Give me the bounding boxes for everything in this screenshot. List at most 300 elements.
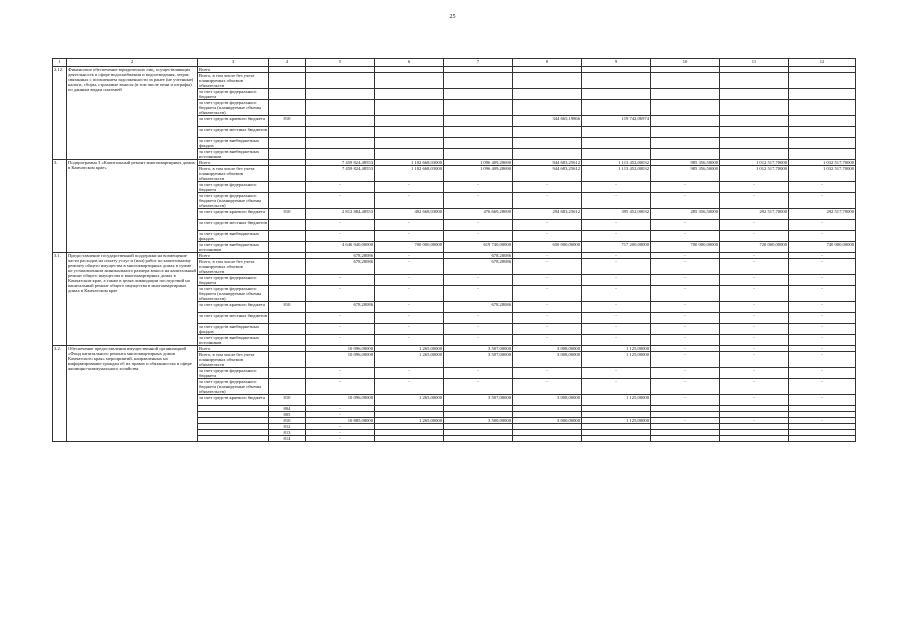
amount-cell: - — [582, 182, 651, 193]
amount-cell: 1 102 668,03000 — [375, 166, 444, 182]
amount-cell: - — [306, 275, 375, 286]
budget-code — [269, 324, 306, 335]
amount-cell — [789, 149, 856, 160]
amount-cell: - — [306, 436, 375, 442]
amount-cell: - — [513, 275, 582, 286]
amount-cell — [789, 116, 856, 127]
amount-cell: - — [306, 335, 375, 346]
amount-cell: - — [306, 324, 375, 335]
amount-cell — [513, 100, 582, 116]
amount-cell: - — [513, 253, 582, 259]
budget-code: 812 — [269, 424, 306, 430]
amount-cell: - — [720, 368, 789, 379]
header-cell-1: 1 — [53, 59, 67, 67]
amount-cell — [375, 127, 444, 138]
amount-cell: - — [513, 286, 582, 302]
section-title: Обеспечение предоставления имущественной организацией «Фонд капитального ремонта многоквартирных домов Камчатского края» мероприятий, направленных на информирование граждан об их правах и обязанностях в сфере жилищно-коммунального хозяйства — [67, 346, 198, 442]
amount-cell: - — [513, 324, 582, 335]
amount-cell: - — [306, 193, 375, 209]
amount-cell: - — [789, 418, 856, 424]
section-number: 3.2. — [53, 346, 67, 442]
amount-cell: - — [651, 253, 720, 259]
funding-source: за счет средств местных бюджетов — [198, 313, 269, 324]
amount-cell: - — [375, 253, 444, 259]
amount-cell: - — [306, 286, 375, 302]
amount-cell: - — [444, 324, 513, 335]
amount-cell — [582, 73, 651, 89]
amount-cell: - — [306, 379, 375, 395]
amount-cell: 10 096,00000 — [306, 352, 375, 368]
header-cell-8: 8 — [513, 59, 582, 67]
amount-cell: 10 885,00000 — [306, 418, 375, 424]
amount-cell: - — [789, 231, 856, 242]
amount-cell: - — [582, 379, 651, 395]
amount-cell: - — [375, 231, 444, 242]
amount-cell — [513, 127, 582, 138]
funding-source: за счет средств внебюджетных фондов — [198, 231, 269, 242]
budget-code — [269, 182, 306, 193]
amount-cell — [789, 89, 856, 100]
amount-cell: - — [789, 368, 856, 379]
amount-cell — [513, 89, 582, 100]
amount-cell: - — [720, 182, 789, 193]
funding-source: за счет средств краевого бюджета — [198, 209, 269, 220]
amount-cell: - — [375, 313, 444, 324]
amount-cell — [444, 138, 513, 149]
amount-cell: - — [789, 193, 856, 209]
amount-cell: - — [720, 302, 789, 313]
amount-cell: - — [651, 418, 720, 424]
amount-cell — [720, 73, 789, 89]
amount-cell: 1 102 668,03000 — [375, 160, 444, 166]
funding-source: за счет средств федерального бюджета (планируемые объемы обязательств) — [198, 100, 269, 116]
funding-source: за счет средств федерального бюджета — [198, 89, 269, 100]
amount-cell: - — [306, 182, 375, 193]
amount-cell: - — [375, 220, 444, 231]
amount-cell: - — [720, 346, 789, 352]
header-cell-5: 5 — [306, 59, 375, 67]
amount-cell: - — [513, 193, 582, 209]
amount-cell: 1 096 409,28690 — [444, 160, 513, 166]
budget-code — [269, 352, 306, 368]
budget-code — [269, 73, 306, 89]
funding-source: за счет средств краевого бюджета — [198, 116, 269, 127]
budget-code — [269, 335, 306, 346]
section-title: Предоставление государственной поддержки на возмещение части расходов на оплату услуг и (или) работ по капитальному ремонту общего имущества в многоквартирных домах в сумме не установленном минимального размера взноса на капитальный ремонт общего имущества в многоквартирных домах в Камчатском крае, а также в целях ликвидации последствий на капитальный ремонт общего имущества в многоквартирных домах в Камчатском крае — [67, 253, 198, 346]
amount-cell: 985 356,50000 — [651, 160, 720, 166]
amount-cell: 1 032 517,70000 — [789, 160, 856, 166]
amount-cell — [444, 116, 513, 127]
amount-cell — [720, 89, 789, 100]
amount-cell: - — [789, 220, 856, 231]
amount-cell: 7 459 824,48553 — [306, 166, 375, 182]
amount-cell: - — [444, 368, 513, 379]
amount-cell: - — [789, 335, 856, 346]
amount-cell: 1 125,00000 — [582, 346, 651, 352]
funding-source: за счет средств внебюджетных источников — [198, 335, 269, 346]
amount-cell — [789, 100, 856, 116]
amount-cell: 944 683,25612 — [513, 166, 582, 182]
amount-cell: - — [582, 313, 651, 324]
amount-cell: 1 113 452,00032 — [582, 160, 651, 166]
amount-cell: - — [513, 368, 582, 379]
budget-code: 810 — [269, 418, 306, 424]
amount-cell: - — [720, 395, 789, 406]
amount-cell: - — [720, 259, 789, 275]
amount-cell: 1 125,00000 — [582, 352, 651, 368]
amount-cell: - — [582, 253, 651, 259]
amount-cell: - — [651, 379, 720, 395]
amount-cell: - — [720, 335, 789, 346]
funding-source: за счет средств внебюджетных источников — [198, 149, 269, 160]
amount-cell: - — [582, 275, 651, 286]
amount-cell: - — [651, 231, 720, 242]
amount-cell: 1 012 517,70000 — [720, 160, 789, 166]
budget-code: 813 — [269, 430, 306, 436]
amount-cell: - — [375, 193, 444, 209]
amount-cell — [720, 436, 789, 442]
amount-cell: - — [375, 379, 444, 395]
header-cell-7: 7 — [444, 59, 513, 67]
amount-cell: 344 665,19866 — [513, 116, 582, 127]
amount-cell — [306, 149, 375, 160]
amount-cell — [720, 127, 789, 138]
amount-cell: - — [789, 313, 856, 324]
amount-cell — [444, 89, 513, 100]
funding-source: Всего — [198, 346, 269, 352]
amount-cell: - — [651, 275, 720, 286]
amount-cell — [375, 116, 444, 127]
amount-cell: - — [789, 275, 856, 286]
amount-cell — [582, 436, 651, 442]
amount-cell — [444, 149, 513, 160]
amount-cell — [306, 89, 375, 100]
budget-code: 810 — [269, 116, 306, 127]
amount-cell: 3 507,00000 — [444, 346, 513, 352]
funding-source: Всего — [198, 253, 269, 259]
amount-cell: - — [513, 259, 582, 275]
amount-cell: 985 356,50000 — [651, 166, 720, 182]
amount-cell: 678,28086 — [444, 253, 513, 259]
budget-code — [269, 220, 306, 231]
budget-code — [269, 275, 306, 286]
amount-cell: - — [789, 346, 856, 352]
amount-cell: - — [513, 302, 582, 313]
amount-cell: - — [651, 259, 720, 275]
amount-cell: - — [513, 220, 582, 231]
amount-cell: 717 200,00000 — [582, 242, 651, 253]
funding-source: Всего, в том числе без учета планируемых объемов обязательств — [198, 352, 269, 368]
funding-source: за счет средств краевого бюджета — [198, 395, 269, 406]
funding-source: за счет средств внебюджетных фондов — [198, 324, 269, 335]
amount-cell: 1 032 517,70000 — [789, 166, 856, 182]
amount-cell: 10 096,00000 — [306, 346, 375, 352]
amount-cell: 740 000,00000 — [789, 242, 856, 253]
amount-cell — [375, 89, 444, 100]
budget-code — [269, 286, 306, 302]
section-title: Финансовое обеспечение юридических лиц, осуществляющих деятельность в сфере водоснабжения и водоотведения, затрат, связанных с погашением задолженности за ранее (не учтенные) налоги, сборы, страховые взносы (в том числе пени и штрафы) по данным видам платежей — [67, 67, 198, 160]
amount-cell: - — [651, 220, 720, 231]
amount-cell: 1 113 452,00032 — [582, 166, 651, 182]
amount-cell: 3 507,00000 — [444, 395, 513, 406]
amount-cell: - — [789, 253, 856, 259]
funding-source: за счет средств федерального бюджета (планируемые объемы обязательств) — [198, 379, 269, 395]
amount-cell — [375, 149, 444, 160]
amount-cell: 678,28086 — [306, 253, 375, 259]
amount-cell: - — [651, 346, 720, 352]
amount-cell: - — [789, 395, 856, 406]
amount-cell: 1 265,00000 — [375, 346, 444, 352]
amount-cell — [306, 138, 375, 149]
amount-cell: - — [444, 231, 513, 242]
amount-cell: - — [582, 193, 651, 209]
amount-cell — [582, 89, 651, 100]
amount-cell — [720, 100, 789, 116]
amount-cell: - — [375, 286, 444, 302]
amount-cell: - — [375, 324, 444, 335]
amount-cell — [651, 100, 720, 116]
budget-code: 810 — [269, 395, 306, 406]
amount-cell: - — [444, 275, 513, 286]
amount-cell — [789, 436, 856, 442]
funding-source: Всего, в том числе без учета планируемых объемов обязательств — [198, 166, 269, 182]
budget-code — [269, 149, 306, 160]
amount-cell: - — [720, 253, 789, 259]
amount-cell: 1 125,00000 — [582, 395, 651, 406]
amount-cell — [513, 73, 582, 89]
amount-cell: - — [789, 352, 856, 368]
amount-cell: 944 683,25612 — [513, 160, 582, 166]
header-cell-9: 9 — [582, 59, 651, 67]
budget-code: 814 — [269, 436, 306, 442]
amount-cell: - — [789, 324, 856, 335]
amount-cell: - — [720, 379, 789, 395]
header-cell-3: 3 — [198, 59, 269, 67]
header-cell-4: 4 — [269, 59, 306, 67]
amount-cell: - — [789, 302, 856, 313]
amount-cell: 3 000,00000 — [513, 418, 582, 424]
amount-cell — [582, 149, 651, 160]
funding-source: Всего, в том числе без учета планируемых объемов обязательств — [198, 73, 269, 89]
amount-cell: 3 500,00000 — [444, 418, 513, 424]
amount-cell: 285 356,50000 — [651, 209, 720, 220]
budget-code: 810 — [269, 209, 306, 220]
budget-code — [269, 127, 306, 138]
funding-source: за счет средств федерального бюджета — [198, 275, 269, 286]
amount-cell: - — [513, 231, 582, 242]
amount-cell: 678,28086 — [306, 302, 375, 313]
funding-source: за счет средств федерального бюджета (планируемые объемы обязательств) — [198, 193, 269, 209]
budget-code — [269, 231, 306, 242]
amount-cell: - — [306, 430, 375, 436]
funding-source: Всего — [198, 67, 269, 73]
amount-cell: - — [375, 182, 444, 193]
amount-cell: 10 096,00000 — [306, 395, 375, 406]
amount-cell — [789, 73, 856, 89]
amount-cell: - — [651, 395, 720, 406]
amount-cell: - — [444, 286, 513, 302]
amount-cell: - — [582, 324, 651, 335]
amount-cell: 402 668,03000 — [375, 209, 444, 220]
amount-cell — [375, 138, 444, 149]
amount-cell: 678,28086 — [306, 259, 375, 275]
budget-table — [52, 58, 856, 442]
amount-cell: - — [582, 368, 651, 379]
amount-cell — [306, 127, 375, 138]
amount-cell: - — [720, 324, 789, 335]
amount-cell: 292 517,70000 — [720, 209, 789, 220]
amount-cell: - — [306, 313, 375, 324]
amount-cell: - — [720, 220, 789, 231]
amount-cell: - — [444, 335, 513, 346]
amount-cell: - — [651, 313, 720, 324]
amount-cell: - — [651, 335, 720, 346]
amount-cell — [720, 116, 789, 127]
amount-cell: 292 517,70000 — [789, 209, 856, 220]
amount-cell: - — [375, 259, 444, 275]
amount-cell — [375, 100, 444, 116]
amount-cell — [375, 436, 444, 442]
amount-cell: 2 812 884,48553 — [306, 209, 375, 220]
budget-code — [269, 313, 306, 324]
amount-cell — [306, 116, 375, 127]
amount-cell: - — [720, 313, 789, 324]
amount-cell: 3 008,00000 — [513, 346, 582, 352]
funding-source: за счет средств внебюджетных фондов — [198, 138, 269, 149]
amount-cell — [789, 127, 856, 138]
amount-cell: - — [513, 379, 582, 395]
amount-cell: - — [306, 424, 375, 430]
amount-cell: - — [720, 193, 789, 209]
amount-cell: 720 000,00000 — [720, 242, 789, 253]
funding-source: за счет средств местных бюджетов — [198, 220, 269, 231]
amount-cell: 619 740,00000 — [444, 242, 513, 253]
amount-cell — [651, 73, 720, 89]
amount-cell: 3 507,00000 — [444, 352, 513, 368]
amount-cell: - — [375, 275, 444, 286]
amount-cell: - — [375, 368, 444, 379]
amount-cell: - — [375, 302, 444, 313]
page-number: 25 — [449, 14, 456, 20]
budget-code — [269, 138, 306, 149]
amount-cell: 4 646 940,00000 — [306, 242, 375, 253]
header-cell-10: 10 — [651, 59, 720, 67]
amount-cell: - — [720, 352, 789, 368]
amount-cell: - — [306, 412, 375, 418]
amount-cell — [444, 127, 513, 138]
amount-cell: - — [513, 335, 582, 346]
budget-code — [269, 89, 306, 100]
header-row — [53, 59, 856, 67]
amount-cell: 1 096 409,28690 — [444, 166, 513, 182]
amount-cell: 700 000,00000 — [651, 242, 720, 253]
amount-cell — [720, 149, 789, 160]
funding-source — [198, 436, 269, 442]
budget-code — [269, 368, 306, 379]
amount-cell: - — [720, 418, 789, 424]
amount-cell: - — [306, 220, 375, 231]
amount-cell: 119 742,06974 — [582, 116, 651, 127]
amount-cell: - — [513, 313, 582, 324]
budget-code — [269, 259, 306, 275]
budget-code: 805 — [269, 412, 306, 418]
budget-code — [269, 100, 306, 116]
funding-source: за счет средств федерального бюджета — [198, 182, 269, 193]
amount-cell: 678,28086 — [444, 302, 513, 313]
amount-cell: 3 008,00000 — [513, 352, 582, 368]
amount-cell — [306, 73, 375, 89]
amount-cell: 1 012 517,70000 — [720, 166, 789, 182]
amount-cell: - — [582, 231, 651, 242]
amount-cell: 476 669,28690 — [444, 209, 513, 220]
section-number: 2.12. — [53, 67, 67, 160]
amount-cell — [651, 149, 720, 160]
amount-cell: - — [306, 231, 375, 242]
amount-cell — [582, 127, 651, 138]
amount-cell — [651, 436, 720, 442]
amount-cell: - — [789, 379, 856, 395]
amount-cell: - — [582, 259, 651, 275]
amount-cell — [651, 89, 720, 100]
funding-source: за счет средств федерального бюджета (планируемые объемы обязательств) — [198, 286, 269, 302]
amount-cell — [789, 138, 856, 149]
amount-cell — [651, 138, 720, 149]
amount-cell: - — [789, 259, 856, 275]
budget-code: 810 — [269, 302, 306, 313]
amount-cell: - — [306, 368, 375, 379]
amount-cell — [444, 100, 513, 116]
amount-cell: 294 683,25612 — [513, 209, 582, 220]
amount-cell — [375, 73, 444, 89]
budget-code — [269, 379, 306, 395]
amount-cell: - — [444, 182, 513, 193]
amount-cell: - — [720, 286, 789, 302]
funding-source: за счет средств внебюджетных источников — [198, 242, 269, 253]
amount-cell — [651, 127, 720, 138]
amount-cell: - — [582, 286, 651, 302]
amount-cell: 700 000,00000 — [375, 242, 444, 253]
amount-cell: - — [789, 286, 856, 302]
funding-source: за счет средств краевого бюджета — [198, 302, 269, 313]
amount-cell — [582, 100, 651, 116]
amount-cell: - — [789, 182, 856, 193]
amount-cell: - — [375, 335, 444, 346]
amount-cell: 395 452,00032 — [582, 209, 651, 220]
budget-code: 804 — [269, 406, 306, 412]
header-cell-2: 2 — [67, 59, 198, 67]
header-cell-6: 6 — [375, 59, 444, 67]
amount-cell: 678,28086 — [444, 259, 513, 275]
amount-cell — [513, 436, 582, 442]
amount-cell: - — [651, 182, 720, 193]
amount-cell: - — [651, 286, 720, 302]
amount-cell: - — [306, 406, 375, 412]
amount-cell: 3 008,00000 — [513, 395, 582, 406]
amount-cell — [720, 138, 789, 149]
header-cell-12: 12 — [789, 59, 856, 67]
amount-cell: 7 459 824,48553 — [306, 160, 375, 166]
amount-cell: - — [651, 193, 720, 209]
amount-cell: - — [444, 379, 513, 395]
amount-cell — [651, 116, 720, 127]
amount-cell: - — [444, 193, 513, 209]
amount-cell — [444, 436, 513, 442]
amount-cell: - — [444, 220, 513, 231]
amount-cell: 1 265,00000 — [375, 395, 444, 406]
amount-cell: - — [582, 220, 651, 231]
amount-cell — [306, 100, 375, 116]
amount-cell: - — [582, 302, 651, 313]
